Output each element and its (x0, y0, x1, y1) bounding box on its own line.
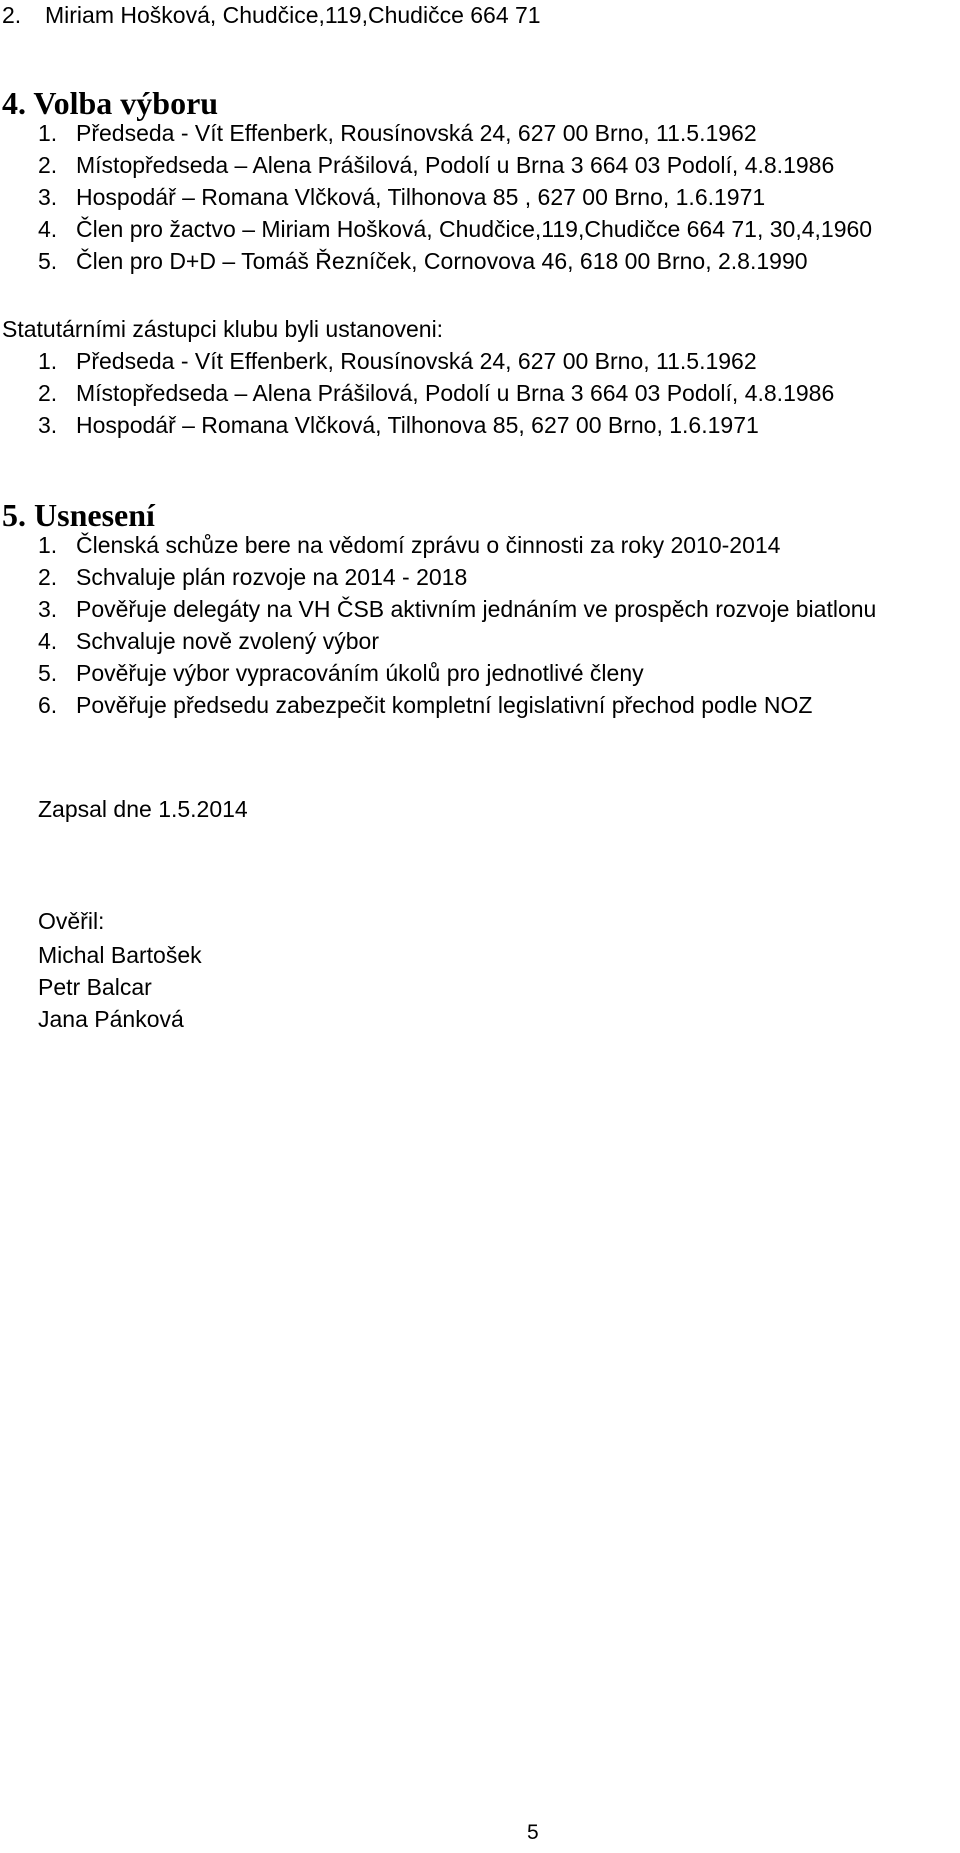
list-item-number: 5. (38, 660, 58, 686)
list-item-text: Místopředseda – Alena Prášilová, Podolí u Brna 3 664 03 Podolí, 4.8.1986 (76, 380, 835, 406)
list-item-number: 1. (38, 348, 58, 374)
list-item-text: Hospodář – Romana Vlčková, Tilhonova 85, 627 00 Brno, 1.6.1971 (76, 412, 759, 438)
list-item-number: 1. (38, 532, 58, 558)
list-item-text: Miriam Hošková, Chudčice,119,Chudičce 664 71 (45, 2, 541, 28)
list-item-text: Schvaluje plán rozvoje na 2014 - 2018 (76, 564, 468, 590)
verifier-name: Michal Bartošek (38, 942, 202, 968)
list-item-number: 2. (2, 2, 22, 28)
list-item-number: 5. (38, 248, 58, 274)
list-item-text: Hospodář – Romana Vlčková, Tilhonova 85 , 627 00 Brno, 1.6.1971 (76, 184, 766, 210)
list-item-text: Pověřuje delegáty na VH ČSB aktivním jednáním ve prospěch rozvoje biatlonu (76, 596, 877, 622)
verifier-name: Jana Pánková (38, 1006, 184, 1032)
section-heading-usneseni: 5. Usnesení (2, 497, 155, 533)
list-item-text: Pověřuje předsedu zabezpečit kompletní legislativní přechod podle NOZ (76, 692, 813, 718)
list-item-number: 1. (38, 120, 58, 146)
recorded-date: Zapsal dne 1.5.2014 (38, 796, 248, 822)
list-item-text: Předseda - Vít Effenberk, Rousínovská 24, 627 00 Brno, 11.5.1962 (76, 120, 757, 146)
verified-label: Ověřil: (38, 908, 105, 934)
list-item-text: Členská schůze bere na vědomí zprávu o činnosti za roky 2010-2014 (76, 532, 781, 558)
statutory-intro: Statutárními zástupci klubu byli ustanoveni: (2, 316, 444, 342)
section-heading-volba-vyboru: 4. Volba výboru (2, 85, 219, 121)
list-item-number: 3. (38, 596, 58, 622)
list-item-number: 6. (38, 692, 58, 718)
list-item-text: Pověřuje výbor vypracováním úkolů pro jednotlivé členy (76, 660, 644, 686)
list-item-number: 3. (38, 412, 58, 438)
list-item-text: Místopředseda – Alena Prášilová, Podolí u Brna 3 664 03 Podolí, 4.8.1986 (76, 152, 835, 178)
list-item-number: 4. (38, 216, 58, 242)
list-item-number: 3. (38, 184, 58, 210)
list-item-number: 2. (38, 152, 58, 178)
verifier-name: Petr Balcar (38, 974, 152, 1000)
list-item-text: Předseda - Vít Effenberk, Rousínovská 24, 627 00 Brno, 11.5.1962 (76, 348, 757, 374)
list-item-text: Člen pro žactvo – Miriam Hošková, Chudčice,119,Chudičce 664 71, 30,4,1960 (76, 216, 873, 242)
list-item-number: 2. (38, 564, 58, 590)
list-item-number: 4. (38, 628, 58, 654)
list-item-text: Člen pro D+D – Tomáš Řezníček, Cornovova 46, 618 00 Brno, 2.8.1990 (76, 248, 808, 274)
list-item-number: 2. (38, 380, 58, 406)
list-item-text: Schvaluje nově zvolený výbor (76, 628, 379, 654)
page-number: 5 (527, 1821, 539, 1844)
